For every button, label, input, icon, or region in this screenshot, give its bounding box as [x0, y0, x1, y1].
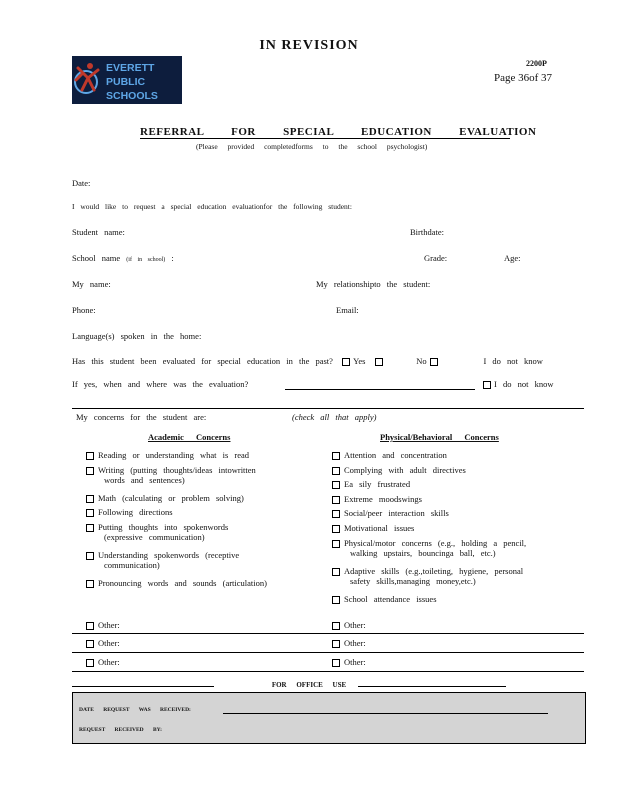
concern-item-text: Pronouncing words and sounds (articulation)	[98, 577, 267, 588]
physical-other-3	[332, 657, 366, 667]
concern-checkbox[interactable]	[86, 580, 94, 588]
concern-item-text: Writing (putting thoughts/ideas intowritten	[98, 464, 256, 475]
academic-concerns-heading: Academic Concerns	[148, 432, 231, 442]
concern-item-text: Following directions	[98, 507, 173, 518]
dont-know-2-row	[480, 379, 553, 389]
concern-checkbox[interactable]	[332, 452, 340, 460]
office-rule-right	[358, 686, 506, 687]
concern-item-text: Putting thoughts into spokenwords	[98, 521, 229, 532]
my-name-label: My name:	[72, 279, 111, 289]
other-divider-1	[72, 633, 584, 634]
request-text: I would like to request a special education evaluationfor the following student:	[72, 202, 352, 211]
concerns-divider	[72, 408, 584, 409]
concern-checkbox[interactable]	[86, 552, 94, 560]
checkbox[interactable]	[332, 659, 340, 667]
academic-other-3	[86, 657, 120, 667]
grade-label: Grade:	[424, 253, 448, 263]
concern-item-text: Adaptive skills (e.g.,toileting, hygiene, personal	[344, 565, 524, 576]
logo-line-3: SCHOOLS	[106, 90, 158, 102]
concern-checkbox[interactable]	[332, 596, 340, 604]
date-received-line[interactable]	[223, 713, 548, 714]
yes-checkbox-2[interactable]	[375, 358, 383, 366]
form-subtitle: (Please provided completedforms to the school psychologist)	[196, 142, 428, 151]
school-name-label	[72, 253, 174, 263]
languages-label: Language(s) spoken in the home:	[72, 331, 202, 341]
concern-item-text: communication)	[104, 559, 160, 570]
everett-public-schools-logo	[72, 56, 182, 104]
check-all-note: (check all that apply)	[291, 412, 377, 422]
other-divider-2	[72, 652, 584, 653]
office-use-box	[72, 692, 586, 744]
other-label: Other:	[344, 620, 366, 630]
concern-item-text: walking upstairs, bouncinga ball, etc.)	[350, 547, 496, 558]
concern-item[interactable]	[86, 522, 228, 542]
birthdate-label: Birthdate:	[410, 227, 444, 237]
concern-item-text: Extreme moodswings	[344, 493, 422, 504]
other-label: Other:	[98, 638, 120, 648]
concern-checkbox[interactable]	[86, 509, 94, 517]
page-number: Page 36of 37	[494, 72, 553, 84]
concern-item[interactable]	[86, 507, 173, 517]
date-label: Date:	[72, 178, 91, 188]
concern-checkbox[interactable]	[86, 452, 94, 460]
other-label: Other:	[344, 657, 366, 667]
concern-item[interactable]	[332, 479, 410, 489]
concern-checkbox[interactable]	[332, 481, 340, 489]
concerns-heading-row	[76, 412, 376, 422]
concern-checkbox[interactable]	[86, 524, 94, 532]
concern-item-text: Attention and concentration	[344, 450, 447, 460]
concern-item[interactable]	[332, 538, 526, 558]
concern-checkbox[interactable]	[86, 467, 94, 475]
concern-item-text: Ea sily frustrated	[344, 479, 411, 490]
physical-other-2	[332, 638, 366, 648]
checkbox[interactable]	[86, 640, 94, 648]
yes-label: Yes	[353, 356, 366, 366]
concern-item-text: words and sentences)	[104, 474, 185, 485]
concern-item-text: Motivational issues	[344, 523, 415, 533]
relationship-label: My relationshipto the student:	[316, 279, 431, 289]
logo-line-2: PUBLIC	[106, 76, 146, 88]
evaluation-answer-line[interactable]	[285, 389, 475, 390]
checkbox[interactable]	[86, 659, 94, 667]
concern-item[interactable]	[86, 450, 249, 460]
concern-item[interactable]	[332, 465, 466, 475]
dont-know-2-label: I do not know	[494, 379, 554, 389]
form-title: REFERRAL FOR SPECIAL EDUCATION EVALUATION	[140, 126, 537, 138]
yes-checkbox[interactable]	[342, 358, 350, 366]
academic-other-1	[86, 620, 120, 630]
concern-item-text: (expressive communication)	[104, 531, 205, 542]
email-label: Email:	[336, 305, 359, 315]
if-yes-label: If yes, when and where was the evaluation?	[72, 379, 249, 389]
student-name-label: Student name:	[72, 227, 125, 237]
concern-item-text: Math (calculating or problem solving)	[98, 492, 244, 503]
concern-item-text: Social/peer interaction skills	[344, 508, 449, 519]
concern-item[interactable]	[86, 550, 239, 570]
concern-checkbox[interactable]	[332, 496, 340, 504]
checkbox[interactable]	[86, 622, 94, 630]
concern-item-text: Understanding spokenwords (receptive	[98, 549, 240, 560]
physical-concerns-heading: Physical/Behavioral Concerns	[380, 432, 499, 442]
concern-item-text: Complying with adult directives	[344, 464, 466, 475]
concern-checkbox[interactable]	[86, 495, 94, 503]
no-checkbox[interactable]	[430, 358, 438, 366]
phone-label: Phone:	[72, 305, 96, 315]
checkbox[interactable]	[332, 640, 340, 648]
concern-item-text: Reading or understanding what is read	[98, 450, 250, 460]
concern-item[interactable]	[332, 450, 447, 460]
date-request-received-label: DATE REQUEST WAS RECEIVED:	[79, 707, 191, 713]
dont-know-label: I do not know	[483, 356, 543, 366]
concern-item-text: safety skills,managing money,etc.)	[350, 575, 476, 586]
concern-checkbox[interactable]	[332, 540, 340, 548]
concern-checkbox[interactable]	[332, 510, 340, 518]
concern-checkbox[interactable]	[332, 467, 340, 475]
concern-item[interactable]	[86, 493, 244, 503]
concern-item-text: School attendance issues	[344, 593, 437, 604]
physical-other-1	[332, 620, 366, 630]
concern-checkbox[interactable]	[332, 568, 340, 576]
concern-item[interactable]	[86, 465, 256, 485]
school-name-text: School name	[72, 253, 121, 263]
other-label: Other:	[98, 657, 120, 667]
if-in-school-note: (if in school)	[126, 257, 166, 263]
dont-know-checkbox[interactable]	[483, 381, 491, 389]
concerns-heading: My concerns for the student are:	[76, 412, 207, 422]
office-use-heading: FOR OFFICE USE	[271, 681, 347, 689]
concern-checkbox[interactable]	[332, 525, 340, 533]
no-label: No	[416, 356, 427, 366]
concern-item[interactable]	[332, 523, 414, 533]
request-received-by-label: REQUEST RECEIVED BY:	[79, 727, 162, 733]
other-divider-3	[72, 671, 584, 672]
concern-item[interactable]	[332, 508, 449, 518]
concern-item[interactable]	[332, 594, 437, 604]
concern-item[interactable]	[86, 578, 267, 588]
form-code: 2200P	[526, 59, 547, 68]
other-label: Other:	[98, 620, 120, 630]
running-figure-logo-icon	[72, 56, 182, 104]
page-status-title: IN REVISION	[259, 38, 359, 53]
checkbox[interactable]	[332, 622, 340, 630]
evaluated-question-row	[72, 356, 543, 366]
logo-line-1: EVERETT	[106, 62, 155, 74]
concern-item-text: Physical/motor concerns (e.g., holding a pencil,	[344, 537, 527, 548]
age-label: Age:	[504, 253, 521, 263]
concern-item[interactable]	[332, 566, 523, 586]
school-name-colon: :	[171, 253, 174, 263]
other-label: Other:	[344, 638, 366, 648]
concern-item[interactable]	[332, 494, 422, 504]
evaluated-question: Has this student been evaluated for special education in the past?	[72, 356, 333, 366]
academic-other-2	[86, 638, 120, 648]
